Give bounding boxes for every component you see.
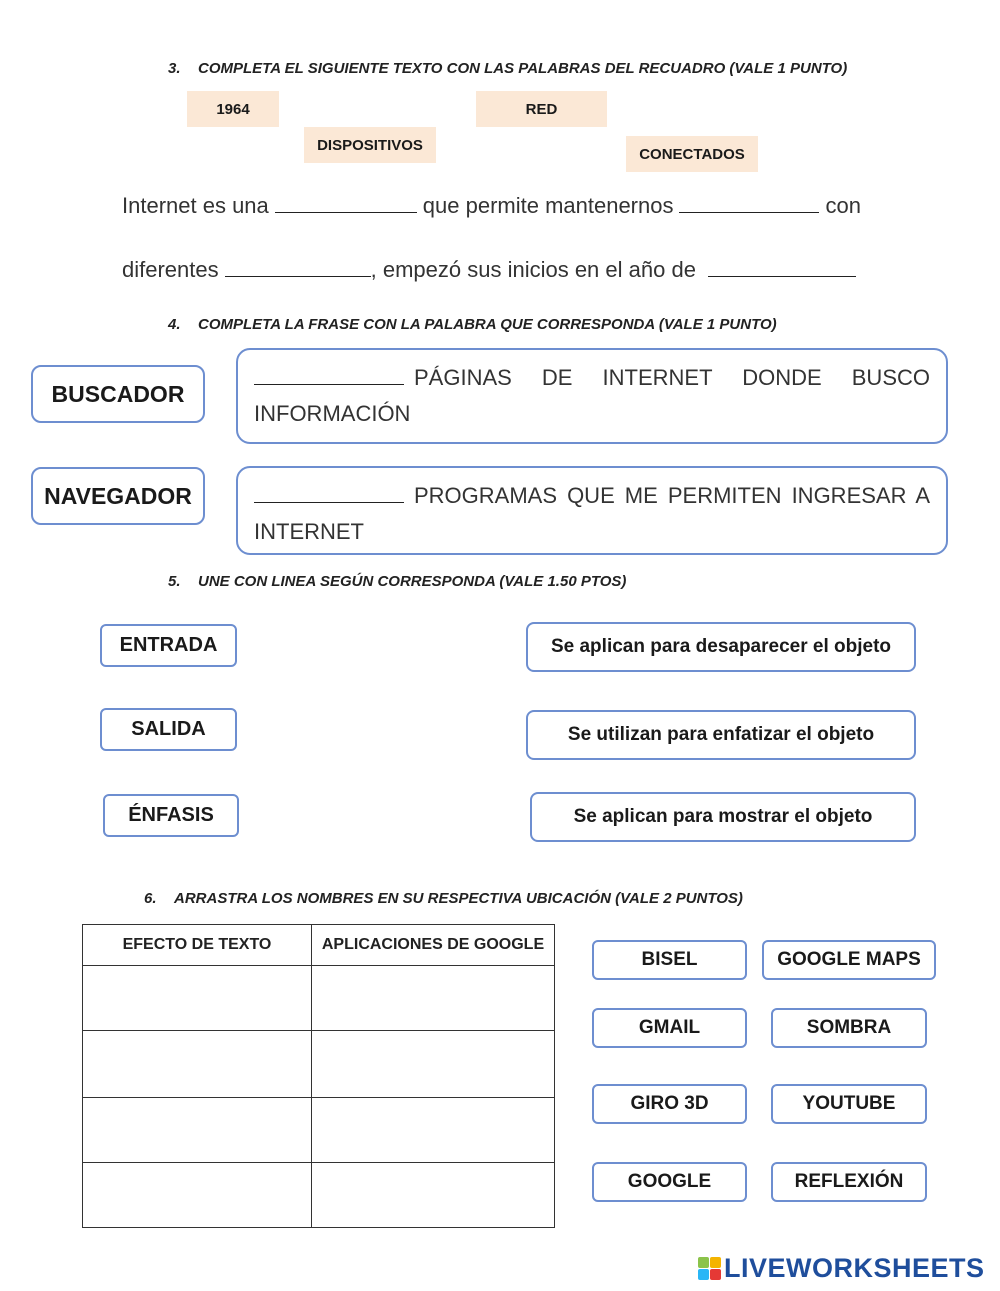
- section-4-heading: [168, 316, 777, 333]
- option-navegador[interactable]: NAVEGADOR: [31, 467, 205, 525]
- text-fragment: Internet es una: [122, 193, 269, 218]
- word-tile-1964[interactable]: 1964: [187, 91, 279, 127]
- sentence-box-1[interactable]: [236, 348, 948, 444]
- match-left-salida[interactable]: SALIDA: [100, 708, 237, 751]
- section-number: 5.: [168, 573, 181, 590]
- drop-blank-2[interactable]: [679, 190, 819, 213]
- liveworksheets-logo: [698, 1253, 985, 1284]
- drop-cell[interactable]: [83, 1031, 312, 1098]
- drop-table: [82, 924, 555, 1228]
- table-header-efecto: EFECTO DE TEXTO: [83, 925, 312, 966]
- chip-reflexion[interactable]: REFLEXIÓN: [771, 1162, 927, 1202]
- section-title: UNE CON LINEA SEGÚN CORRESPONDA (VALE 1.50 PTOS): [198, 573, 627, 590]
- section-title: COMPLETA LA FRASE CON LA PALABRA QUE CORRESPONDA (VALE 1 PUNTO): [198, 316, 777, 333]
- section-title: COMPLETA EL SIGUIENTE TEXTO CON LAS PALABRAS DEL RECUADRO (VALE 1 PUNTO): [198, 60, 848, 77]
- logo-text: LIVEWORKSHEETS: [724, 1253, 985, 1283]
- section-6-heading: [144, 890, 743, 907]
- sentence-text: PROGRAMAS QUE ME PERMITEN INGRESAR A INTERNET: [254, 483, 930, 544]
- drop-cell[interactable]: [83, 1163, 312, 1228]
- fill-line-1: [122, 190, 861, 219]
- drop-cell[interactable]: [83, 966, 312, 1031]
- text-fragment: , empezó sus inicios en el año de: [370, 257, 696, 282]
- option-buscador[interactable]: BUSCADOR: [31, 365, 205, 423]
- word-tile-conectados[interactable]: CONECTADOS: [626, 136, 758, 172]
- match-right-enfatizar[interactable]: Se utilizan para enfatizar el objeto: [526, 710, 916, 760]
- drop-blank-4[interactable]: [708, 254, 856, 277]
- answer-blank[interactable]: [254, 482, 404, 503]
- text-fragment: que permite mantenernos: [422, 193, 674, 218]
- chip-sombra[interactable]: SOMBRA: [771, 1008, 927, 1048]
- drop-cell[interactable]: [312, 1163, 555, 1228]
- answer-blank[interactable]: [254, 364, 404, 385]
- match-left-enfasis[interactable]: ÉNFASIS: [103, 794, 239, 837]
- chip-youtube[interactable]: YOUTUBE: [771, 1084, 927, 1124]
- section-5-heading: [168, 573, 626, 590]
- logo-mark-icon: [698, 1257, 721, 1280]
- word-tile-dispositivos[interactable]: DISPOSITIVOS: [304, 127, 436, 163]
- drop-cell[interactable]: [83, 1098, 312, 1163]
- text-fragment: con: [825, 193, 861, 218]
- sentence-box-2[interactable]: [236, 466, 948, 555]
- chip-google[interactable]: GOOGLE: [592, 1162, 747, 1202]
- text-fragment: diferentes: [122, 257, 219, 282]
- section-number: 3.: [168, 60, 181, 77]
- section-number: 6.: [144, 890, 157, 907]
- drop-cell[interactable]: [312, 966, 555, 1031]
- match-left-entrada[interactable]: ENTRADA: [100, 624, 237, 667]
- table-header-google: APLICACIONES DE GOOGLE: [312, 925, 555, 966]
- match-right-desaparecer[interactable]: Se aplican para desaparecer el objeto: [526, 622, 916, 672]
- word-tile-red[interactable]: RED: [476, 91, 607, 127]
- section-3-heading: [168, 60, 847, 77]
- drop-cell[interactable]: [312, 1098, 555, 1163]
- match-right-mostrar[interactable]: Se aplican para mostrar el objeto: [530, 792, 916, 842]
- drop-cell[interactable]: [312, 1031, 555, 1098]
- chip-bisel[interactable]: BISEL: [592, 940, 747, 980]
- sentence-text: PÁGINAS DE INTERNET DONDE BUSCO INFORMACIÓN: [254, 365, 930, 426]
- section-title: ARRASTRA LOS NOMBRES EN SU RESPECTIVA UBICACIÓN (VALE 2 PUNTOS): [174, 890, 743, 907]
- fill-line-2: [122, 254, 862, 283]
- chip-google-maps[interactable]: GOOGLE MAPS: [762, 940, 936, 980]
- drop-blank-3[interactable]: [225, 254, 371, 277]
- chip-gmail[interactable]: GMAIL: [592, 1008, 747, 1048]
- chip-giro-3d[interactable]: GIRO 3D: [592, 1084, 747, 1124]
- drop-blank-1[interactable]: [275, 190, 417, 213]
- section-number: 4.: [168, 316, 181, 333]
